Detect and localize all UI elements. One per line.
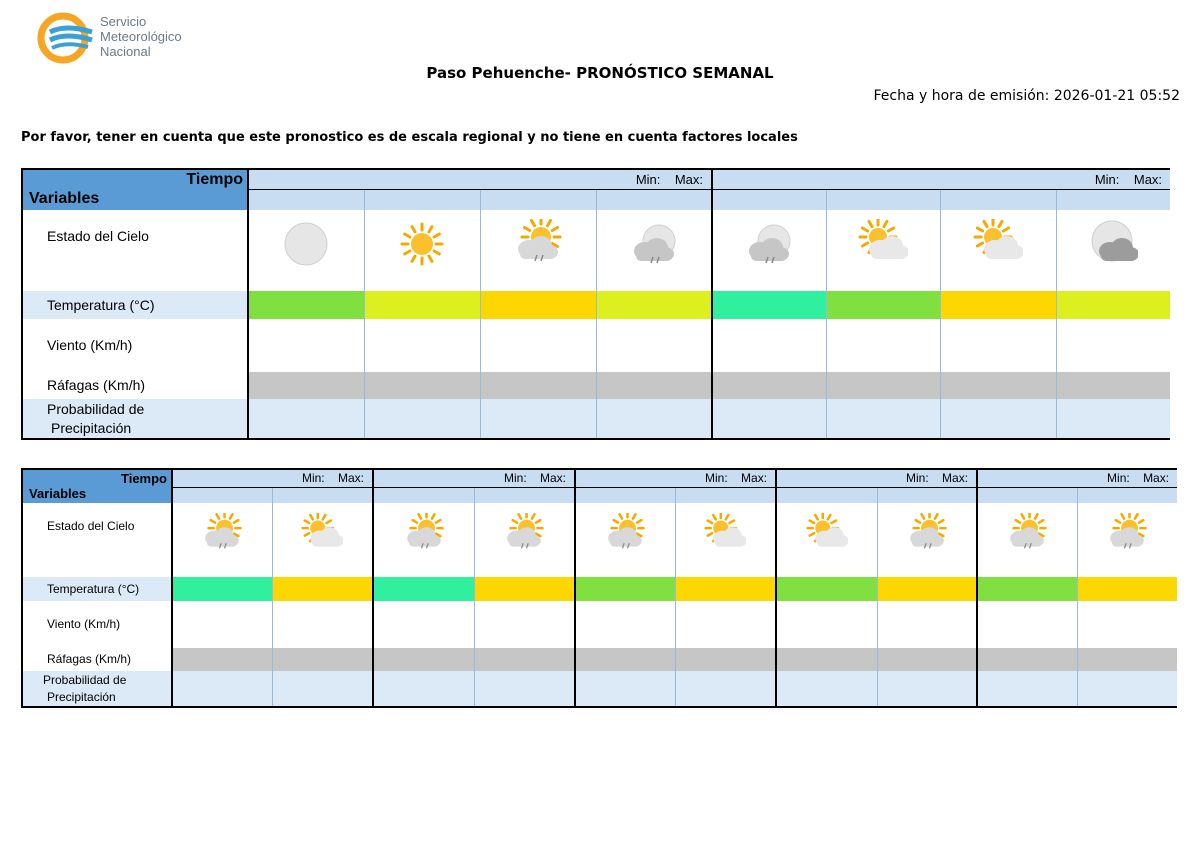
period-label (172, 487, 272, 503)
wind-cell (364, 319, 480, 371)
period-label (826, 189, 940, 210)
sun-cloud-rain-icon (576, 513, 675, 555)
sky-cell (596, 210, 712, 291)
tiempo-variables-header (22, 169, 248, 210)
period-label (364, 189, 480, 210)
rafagas-label: Ráfagas (Km/h) (47, 377, 146, 393)
tiempo-label: Tiempo (121, 471, 167, 486)
regional-scale-notice: Por favor, tener en cuenta que este pronostico es de escala regional y no tiene en cuenta factores locales (21, 130, 798, 145)
precip-probability (596, 399, 712, 439)
day-header (373, 469, 575, 487)
sky-cell (480, 210, 596, 291)
page-title: Paso Pehuenche- PRONÓSTICO SEMANAL (426, 64, 774, 82)
precip-probability (776, 671, 877, 707)
gust-cell (474, 647, 575, 671)
sky-cell (172, 503, 272, 577)
period-label (248, 189, 364, 210)
temperature-value (1077, 577, 1177, 601)
wind-cell (776, 601, 877, 647)
temperature-value (364, 291, 480, 319)
period-label (977, 487, 1077, 503)
variables-label: Variables (29, 486, 87, 501)
moon-cloud-icon (713, 219, 826, 269)
gust-cell (712, 371, 826, 399)
day-min-max: Min: Max: (1107, 471, 1170, 486)
sun-cloud-rain-icon (481, 219, 596, 269)
period-label (776, 487, 877, 503)
temperature-value (480, 291, 596, 319)
precip-probability (575, 671, 675, 707)
forecast-table-days-1-2 (21, 168, 1170, 440)
precip-probability (977, 671, 1077, 707)
wind-cell (480, 319, 596, 371)
emission-datetime: Fecha y hora de emisión: 2026-01-21 05:52 (873, 88, 1180, 104)
wind-cell (172, 601, 272, 647)
day-header (248, 169, 712, 189)
sun-cloud-rain-icon (374, 513, 474, 555)
precip-probability (272, 671, 373, 707)
sun-cloud-rain-icon (173, 513, 272, 555)
period-label (877, 487, 977, 503)
day-min-max: Min: Max: (635, 171, 704, 187)
sky-cell (474, 503, 575, 577)
sky-cell (373, 503, 474, 577)
period-label (712, 189, 826, 210)
probabilidad-label: Probabilidad de Precipitación (22, 399, 248, 439)
gust-cell (480, 371, 596, 399)
precip-probability (826, 399, 940, 439)
gust-cell (373, 647, 474, 671)
wind-cell (248, 319, 364, 371)
precip-probability (1056, 399, 1170, 439)
precip-probability (1077, 671, 1177, 707)
gust-cell (826, 371, 940, 399)
wind-cell (272, 601, 373, 647)
period-label (596, 189, 712, 210)
precip-probability (480, 399, 596, 439)
temperature-value (826, 291, 940, 319)
period-label (480, 189, 596, 210)
wind-cell (1056, 319, 1170, 371)
wind-cell (596, 319, 712, 371)
temperature-value (575, 577, 675, 601)
precip-probability (940, 399, 1056, 439)
day-header (977, 469, 1177, 487)
precip-probability (675, 671, 776, 707)
tiempo-variables-header (22, 469, 172, 503)
moon-dark-cloud-icon (1057, 219, 1171, 269)
sky-cell (675, 503, 776, 577)
day-min-max: Min: Max: (503, 471, 567, 486)
wind-cell (712, 319, 826, 371)
wind-cell (940, 319, 1056, 371)
moon-icon (249, 219, 364, 269)
gust-cell (364, 371, 480, 399)
temperature-value (1056, 291, 1170, 319)
wind-cell (474, 601, 575, 647)
period-label (373, 487, 474, 503)
precip-probability (474, 671, 575, 707)
wind-cell (575, 601, 675, 647)
gust-cell (1056, 371, 1170, 399)
temperature-value (172, 577, 272, 601)
sky-cell (272, 503, 373, 577)
temperature-value (373, 577, 474, 601)
moon-cloud-icon (597, 219, 712, 269)
day-min-max: Min: Max: (1094, 171, 1163, 187)
precip-probability (172, 671, 272, 707)
gust-cell (877, 647, 977, 671)
sky-cell (877, 503, 977, 577)
tiempo-label: Tiempo (186, 171, 243, 188)
gust-cell (940, 371, 1056, 399)
temperature-value (248, 291, 364, 319)
day-header (776, 469, 977, 487)
day-min-max: Min: Max: (301, 471, 365, 486)
smn-logo (36, 12, 216, 64)
precip-probability (712, 399, 826, 439)
temperature-value (776, 577, 877, 601)
temperature-value (474, 577, 575, 601)
sky-cell (575, 503, 675, 577)
precip-probability (248, 399, 364, 439)
wind-cell (877, 601, 977, 647)
precip-probability (373, 671, 474, 707)
sun-cloud-rain-icon (978, 513, 1077, 555)
day-min-max: Min: Max: (906, 471, 969, 486)
rafagas-label: Ráfagas (Km/h) (47, 652, 132, 666)
variables-label: Variables (29, 190, 100, 207)
wind-cell (373, 601, 474, 647)
sun-cloud-icon (273, 513, 373, 555)
day-min-max: Min: Max: (705, 471, 768, 486)
gust-cell (272, 647, 373, 671)
gust-cell (675, 647, 776, 671)
wind-cell (977, 601, 1077, 647)
gust-cell (575, 647, 675, 671)
sun-icon (365, 219, 480, 269)
wind-cell (675, 601, 776, 647)
sun-cloud-rain-icon (878, 513, 977, 555)
sun-cloud-icon (827, 219, 940, 269)
period-label (575, 487, 675, 503)
temperature-value (675, 577, 776, 601)
day-header (575, 469, 776, 487)
temperatura-label: Temperatura (°C) (22, 577, 172, 601)
temperature-value (596, 291, 712, 319)
sky-cell (776, 503, 877, 577)
sky-cell (940, 210, 1056, 291)
temperature-value (977, 577, 1077, 601)
temperature-value (272, 577, 373, 601)
sky-cell (712, 210, 826, 291)
period-label (1056, 189, 1170, 210)
temperature-value (877, 577, 977, 601)
sky-cell (1077, 503, 1177, 577)
sky-cell (248, 210, 364, 291)
precip-probability (364, 399, 480, 439)
sun-cloud-rain-icon (475, 513, 575, 555)
viento-label: Viento (Km/h) (47, 337, 133, 353)
gust-cell (172, 647, 272, 671)
wind-cell (826, 319, 940, 371)
period-label (675, 487, 776, 503)
period-label (1077, 487, 1177, 503)
sky-cell (364, 210, 480, 291)
temperature-value (940, 291, 1056, 319)
smn-logo-icon (36, 12, 96, 64)
gust-cell (596, 371, 712, 399)
estado-cielo-label: Estado del Cielo (47, 519, 135, 533)
forecast-table-days-3-7 (21, 468, 1177, 708)
period-label (272, 487, 373, 503)
gust-cell (776, 647, 877, 671)
temperature-value (712, 291, 826, 319)
sky-cell (826, 210, 940, 291)
gust-cell (1077, 647, 1177, 671)
gust-cell (248, 371, 364, 399)
sun-cloud-icon (777, 513, 877, 555)
viento-label: Viento (Km/h) (47, 617, 121, 631)
sun-cloud-icon (941, 219, 1056, 269)
probabilidad-label: Probabilidad de Precipitación (22, 671, 172, 707)
gust-cell (977, 647, 1077, 671)
sky-cell (1056, 210, 1170, 291)
precip-probability (877, 671, 977, 707)
period-label (940, 189, 1056, 210)
sky-cell (977, 503, 1077, 577)
period-label (474, 487, 575, 503)
day-header (712, 169, 1170, 189)
temperatura-label: Temperatura (°C) (22, 291, 248, 319)
sun-cloud-rain-icon (1078, 513, 1178, 555)
smn-logo-text: Servicio Meteorológico Nacional (100, 14, 182, 59)
wind-cell (1077, 601, 1177, 647)
day-header (172, 469, 373, 487)
estado-cielo-label: Estado del Cielo (47, 228, 149, 244)
sun-cloud-icon (676, 513, 776, 555)
